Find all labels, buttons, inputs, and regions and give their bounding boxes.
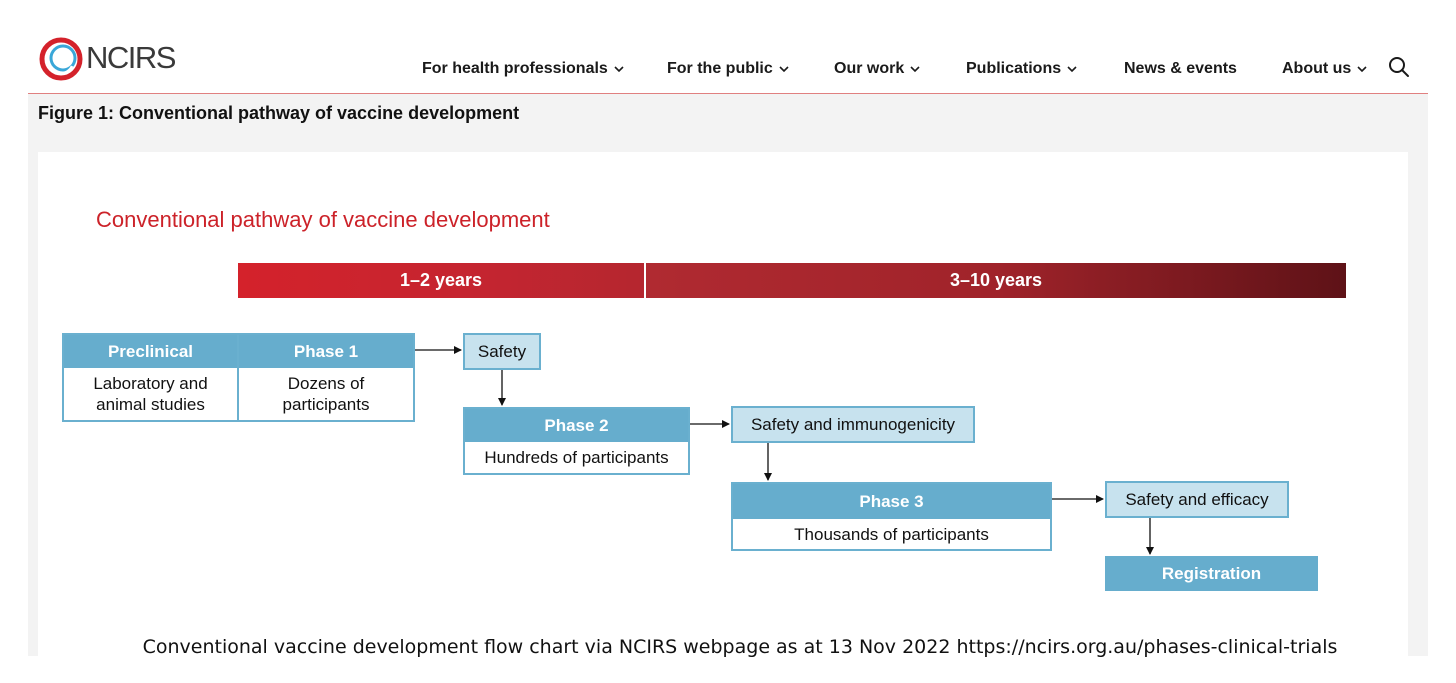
- chevron-down-icon: [1067, 66, 1077, 73]
- brand-logo[interactable]: [38, 36, 175, 82]
- nav-publications[interactable]: [966, 60, 1077, 78]
- stage-head: Phase 2: [465, 409, 688, 442]
- nav-label: News & events: [1124, 60, 1237, 77]
- stage-body: Thousands of participants: [794, 524, 989, 544]
- nav-our-work[interactable]: [834, 60, 920, 78]
- chevron-down-icon: [779, 66, 789, 73]
- stage-phase-2: [463, 407, 690, 475]
- stage-body: Hundreds of participants: [484, 448, 669, 467]
- stage-head: Phase 3: [733, 484, 1050, 519]
- stage-body: Dozens of participants: [282, 374, 370, 414]
- stage-body: Laboratory and animal studies: [93, 374, 208, 414]
- nav-about-us[interactable]: [1282, 60, 1367, 78]
- stage-phase-3: [731, 482, 1052, 551]
- outcome-registration: Registration: [1105, 556, 1318, 591]
- nav-for-the-public[interactable]: [667, 60, 789, 78]
- nav-news-events[interactable]: [1124, 60, 1237, 78]
- chevron-down-icon: [614, 66, 624, 73]
- nav-label: Publications: [966, 60, 1062, 77]
- timeline-bar-1-2-years: 1–2 years: [238, 263, 644, 298]
- stage-head: Preclinical: [64, 335, 237, 368]
- chevron-down-icon: [1357, 66, 1367, 73]
- nav-label: About us: [1282, 60, 1352, 77]
- timeline-bar-3-10-years: 3–10 years: [646, 263, 1346, 298]
- outcome-safety-immunogenicity: Safety and immunogenicity: [731, 406, 975, 443]
- stage-phase-1: [237, 333, 415, 422]
- diagram-title: Conventional pathway of vaccine development: [96, 207, 550, 232]
- stage-preclinical: [62, 333, 239, 422]
- brand-name: NCIRS: [86, 40, 175, 75]
- outcome-safety: Safety: [463, 333, 541, 370]
- search-icon[interactable]: [1388, 56, 1410, 78]
- image-credit: Conventional vaccine development flow chart via NCIRS webpage as at 13 Nov 2022 https://ncirs.org.au/phases-clinical-trials: [142, 636, 1338, 658]
- ncirs-logo-icon: [38, 36, 84, 82]
- figure-caption: Figure 1: Conventional pathway of vaccine development: [38, 103, 520, 123]
- nav-label: For the public: [667, 60, 773, 77]
- stage-head: Phase 1: [239, 335, 413, 368]
- nav-label: Our work: [834, 60, 905, 77]
- outcome-safety-efficacy: Safety and efficacy: [1105, 481, 1289, 518]
- nav-for-health-professionals[interactable]: [422, 60, 624, 78]
- nav-label: For health professionals: [422, 60, 608, 77]
- chevron-down-icon: [910, 66, 920, 73]
